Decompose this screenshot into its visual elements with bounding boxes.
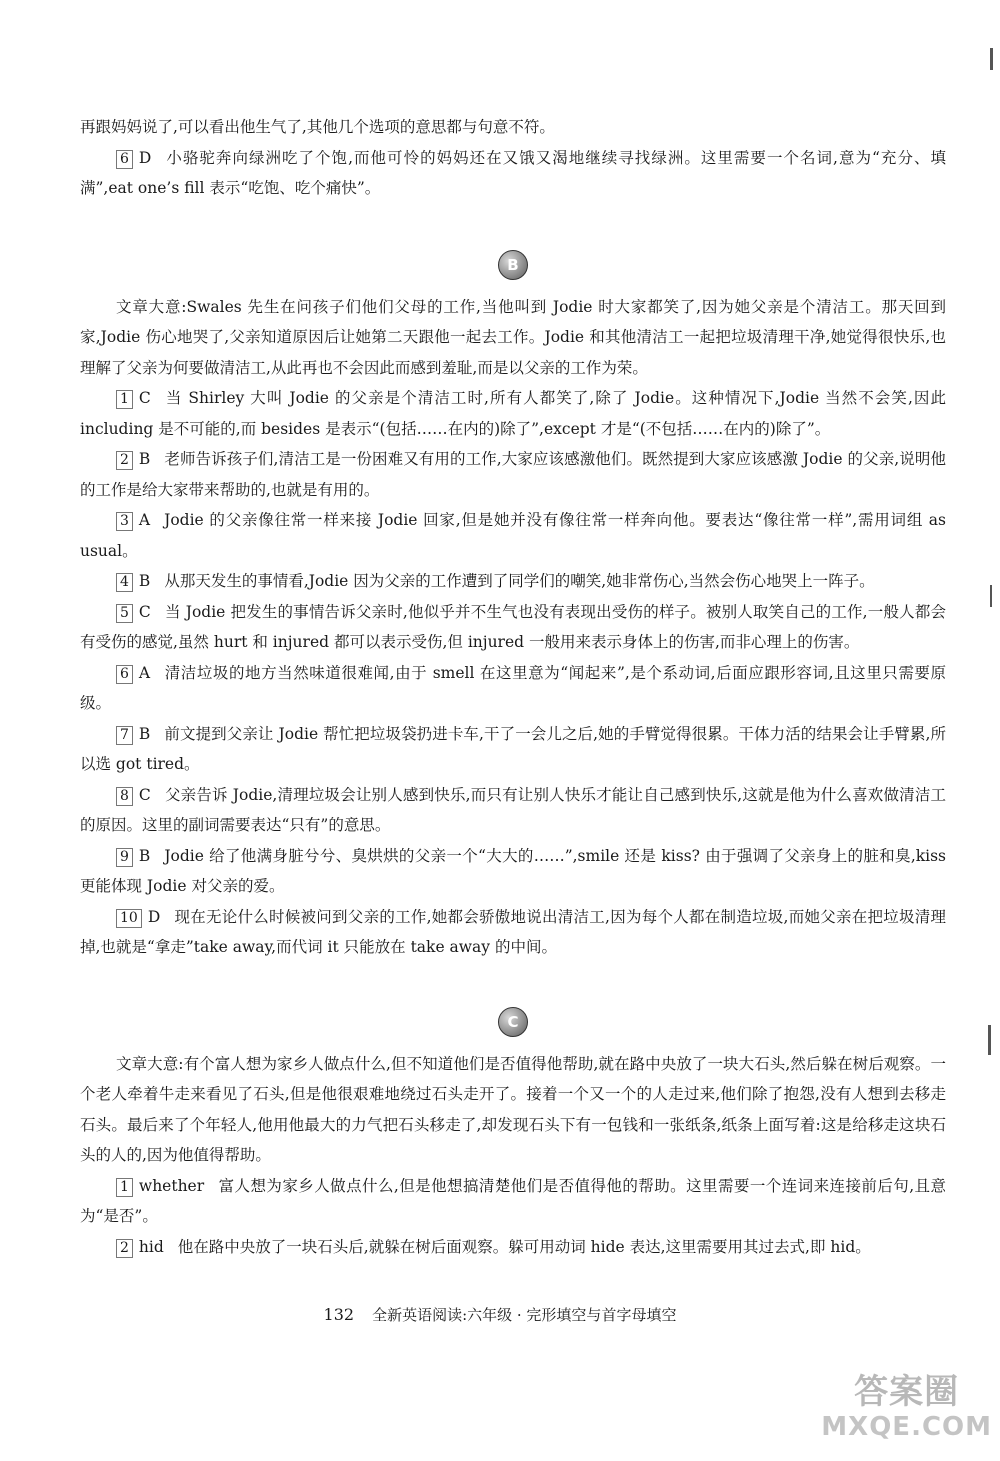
item-answer: B — [138, 846, 151, 865]
item-number: 2 — [116, 451, 133, 470]
item-explanation: 小骆驼奔向绿洲吃了个饱,而他可怜的妈妈还在又饿又渴地继续寻找绿洲。这里需要一个名词,意为“充分、填满”,eat one’s fill 表示“吃饱、吃个痛快”。 — [80, 148, 946, 197]
item-answer: A — [138, 663, 151, 682]
answer-item — [80, 1232, 946, 1263]
answer-item — [80, 597, 946, 658]
item-explanation: 当 Jodie 把发生的事情告诉父亲时,他似乎并不生气也没有表现出受伤的样子。被别人取笑自己的工作,一般人都会有受伤的感觉,虽然 hurt 和 injured 都可以表示受伤,但 injured 一般用来表示身体上的伤害,而非心理上的伤害。 — [80, 602, 946, 651]
edge-mark — [988, 1025, 991, 1055]
item-number: 3 — [116, 512, 133, 531]
answer-item — [80, 1171, 946, 1232]
answer-item — [80, 719, 946, 780]
section-header — [80, 250, 946, 282]
item-explanation: 老师告诉孩子们,清洁工是一份困难又有用的工作,大家应该感激他们。既然提到大家应该感激 Jodie 的父亲,说明他的工作是给大家带来帮助的,也就是有用的。 — [80, 450, 946, 499]
page-body — [80, 112, 946, 1262]
answer-item — [80, 841, 946, 902]
item-number: 6 — [116, 665, 133, 684]
item-number: 1 — [116, 1178, 133, 1197]
item-number: 10 — [116, 909, 142, 928]
answer-item — [80, 780, 946, 841]
item-explanation: 前文提到父亲让 Jodie 帮忙把垃圾袋扔进卡车,干了一会儿之后,她的手臂觉得很累。干体力活的结果会让手臂累,所以选 got tired。 — [80, 724, 946, 773]
item-answer: B — [138, 450, 151, 468]
item-explanation: Jodie 给了他满身脏兮兮、臭烘烘的父亲一个“大大的……”,smile 还是 kiss? 由于强调了父亲身上的脏和臭,kiss 更能体现 Jodie 对父亲的爱。 — [80, 846, 946, 895]
section-c-badge: C — [498, 1007, 528, 1037]
answer-item — [80, 383, 946, 444]
section-summary: 文章大意:有个富人想为家乡人做点什么,但不知道他们是否值得他帮助,就在路中央放了一块大石头,然后躲在树后观察。一个老人牵着牛走来看见了石头,但是他很艰难地绕过石头走开了。接着一个又一个的人走过来,他们除了抱怨,没有人想到去移走石头。最后来了个年轻人,他用他最大的力气把石头移走了,却发现石头下有一包钱和一张纸条,纸条上面写着:这是给移走这块石头的人的,因为他值得帮助。 — [80, 1054, 946, 1164]
item-answer: whether — [138, 1176, 205, 1195]
item-number: 1 — [116, 390, 133, 409]
item-explanation: 从那天发生的事情看,Jodie 因为父亲的工作遭到了同学们的嘲笑,她非常伤心,当然会伤心地哭上一阵子。 — [164, 572, 875, 590]
item-answer: hid — [138, 1237, 164, 1256]
item-answer: C — [138, 785, 151, 804]
item-number: 9 — [116, 848, 133, 867]
section-b-badge: B — [498, 250, 528, 280]
item-explanation: Jodie 的父亲像往常一样来接 Jodie 回家,但是她并没有像往常一样奔向他。要表达“像往常一样”,需用词组 as usual。 — [80, 511, 946, 560]
item-answer: D — [147, 907, 161, 926]
item-answer: B — [138, 724, 151, 743]
section-b-items — [80, 383, 946, 963]
edge-mark — [990, 585, 992, 607]
item-answer: A — [138, 511, 151, 529]
answer-item — [80, 566, 946, 597]
paragraph: 再跟妈妈说了,可以看出他生气了,其他几个选项的意思都与句意不符。 — [80, 118, 555, 136]
item-answer: B — [138, 572, 151, 590]
item-number: 5 — [116, 604, 133, 623]
item-answer: C — [138, 602, 151, 621]
item-number: 4 — [116, 573, 133, 592]
watermark-url: MXQE.COM — [821, 1412, 992, 1442]
section-summary: 文章大意:Swales 先生在问孩子们他们父母的工作,当他叫到 Jodie 时大家都笑了,因为她父亲是个清洁工。那天回到家,Jodie 伤心地哭了,父亲知道原因后让她第二天跟他一起去工作。Jodie 和其他清洁工一起把垃圾清理干净,她觉得很快乐,也理解了父亲为何要做清洁工,从此再也不会因此而感到羞耻,而是以父亲的工作为荣。 — [80, 297, 946, 377]
answer-item — [80, 658, 946, 719]
answer-item — [80, 902, 946, 963]
item-number: 7 — [116, 726, 133, 745]
watermark-logo — [821, 1372, 992, 1442]
item-answer: C — [138, 389, 151, 407]
item-answer: D — [138, 148, 152, 167]
section-c-items — [80, 1171, 946, 1263]
item-explanation: 清洁垃圾的地方当然味道很难闻,由于 smell 在这里意为“闻起来”,是个系动词,后面应跟形容词,且这里只需要原级。 — [80, 663, 946, 712]
item-number: 2 — [116, 1239, 133, 1258]
item-explanation: 现在无论什么时候被问到父亲的工作,她都会骄傲地说出清洁工,因为每个人都在制造垃圾,而她父亲在把垃圾清理掉,也就是“拿走”take away,而代词 it 只能放在 take away 的中间。 — [80, 907, 946, 956]
page-footer — [0, 1304, 1000, 1325]
item-number: 8 — [116, 787, 133, 806]
page-number: 132 — [323, 1305, 355, 1324]
answer-item — [80, 444, 946, 505]
watermark-line: 答案圈 — [854, 1372, 960, 1412]
edge-mark — [990, 48, 993, 70]
item-number: 6 — [116, 150, 133, 169]
answer-item — [80, 505, 946, 566]
item-explanation: 父亲告诉 Jodie,清理垃圾会让别人感到快乐,而只有让别人快乐才能让自己感到快乐,这就是他为什么喜欢做清洁工的原因。这里的副词需要表达“只有”的意思。 — [80, 785, 946, 834]
answer-item — [80, 143, 946, 204]
section-header — [80, 1007, 946, 1039]
item-explanation: 他在路中央放了一块石头后,就躲在树后面观察。躲可用动词 hide 表达,这里需要用其过去式,即 hid。 — [177, 1237, 871, 1256]
item-explanation: 当 Shirley 大叫 Jodie 的父亲是个清洁工时,所有人都笑了,除了 Jodie。这种情况下,Jodie 当然不会笑,因此 including 是不可能的,而 besides 是表示“(包括……在内的)除了”,except 才是“(不包括……在内的)除了”。 — [80, 389, 946, 438]
item-explanation: 富人想为家乡人做点什么,但是他想搞清楚他们是否值得他的帮助。这里需要一个连词来连接前后句,且意为“是否”。 — [80, 1176, 946, 1225]
book-title: 全新英语阅读:六年级 · 完形填空与首字母填空 — [372, 1306, 677, 1324]
